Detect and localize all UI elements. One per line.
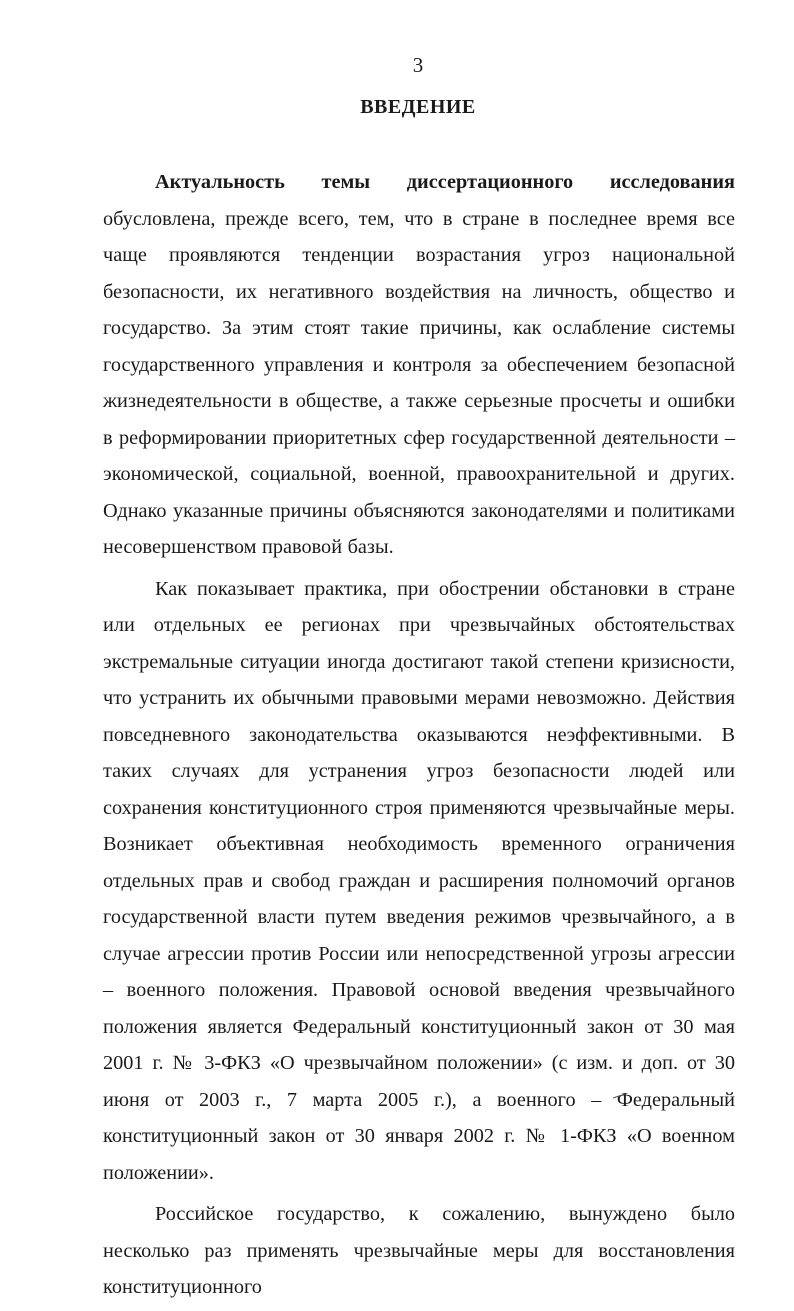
paragraph-text: Российское государство, к сожалению, вынуждено было несколько раз применять чрезвычайные меры для восстановления конституционного [103, 1203, 735, 1298]
page-title: ВВЕДЕНИЕ [360, 96, 476, 118]
paragraph-text: Как показывает практика, при обострении обстановки в стране или отдельных ее регионах при чрезвычайных обстоятельствах экстремальные ситуации иногда достигают такой степени кризисности, что устранить их обычными правовыми мерами невозможно. Действия повседневного законодательства оказываются неэффективными. В таких случаях для устранения угроз безопасности людей или сохранения конституционного строя применяются чрезвычайные меры. Возникает объективная необходимость временного ограничения отдельных прав и свобод граждан и расширения полномочий органов государственной власти путем введения режимов чрезвычайного, а в случае агрессии против России или непосредственной угрозы агрессии – военного положения. Правовой основой введения чрезвычайного положения является Федеральный конституционный закон от 30 мая 2001 г. № 3-ФКЗ «О чрезвычайном положении» (с изм. и доп. от 30 июня от 2003 г., 7 марта 2005 г.), а военного – Федеральный конституционный закон от 30 января 2002 г. № 1-ФКЗ «О военном положении». [103, 577, 735, 1184]
paragraph-practice [103, 571, 735, 1192]
paragraph-russian-state [103, 1196, 735, 1306]
paragraph-relevance [103, 164, 735, 566]
document-body [103, 164, 735, 1311]
paragraph-lead: Актуальность темы диссертационного исследования [155, 171, 735, 193]
paragraph-text: обусловлена, прежде всего, тем, что в стране в последнее время все чаще проявляются тенденции возрастания угроз национальной безопасности, их негативного воздействия на личность, общество и государство. За этим стоят такие причины, как ослабление системы государственного управления и контроля за обеспечением безопасной жизнедеятельности в обществе, а также серьезные просчеты и ошибки в реформировании приоритетных сфер государственной деятельности – экономической, социальной, военной, правоохранительной и других. Однако указанные причины объясняются законодателями и политиками несовершенством правовой базы. [103, 207, 735, 558]
pen-mark [612, 1093, 626, 1099]
page-number: 3 [412, 53, 424, 77]
